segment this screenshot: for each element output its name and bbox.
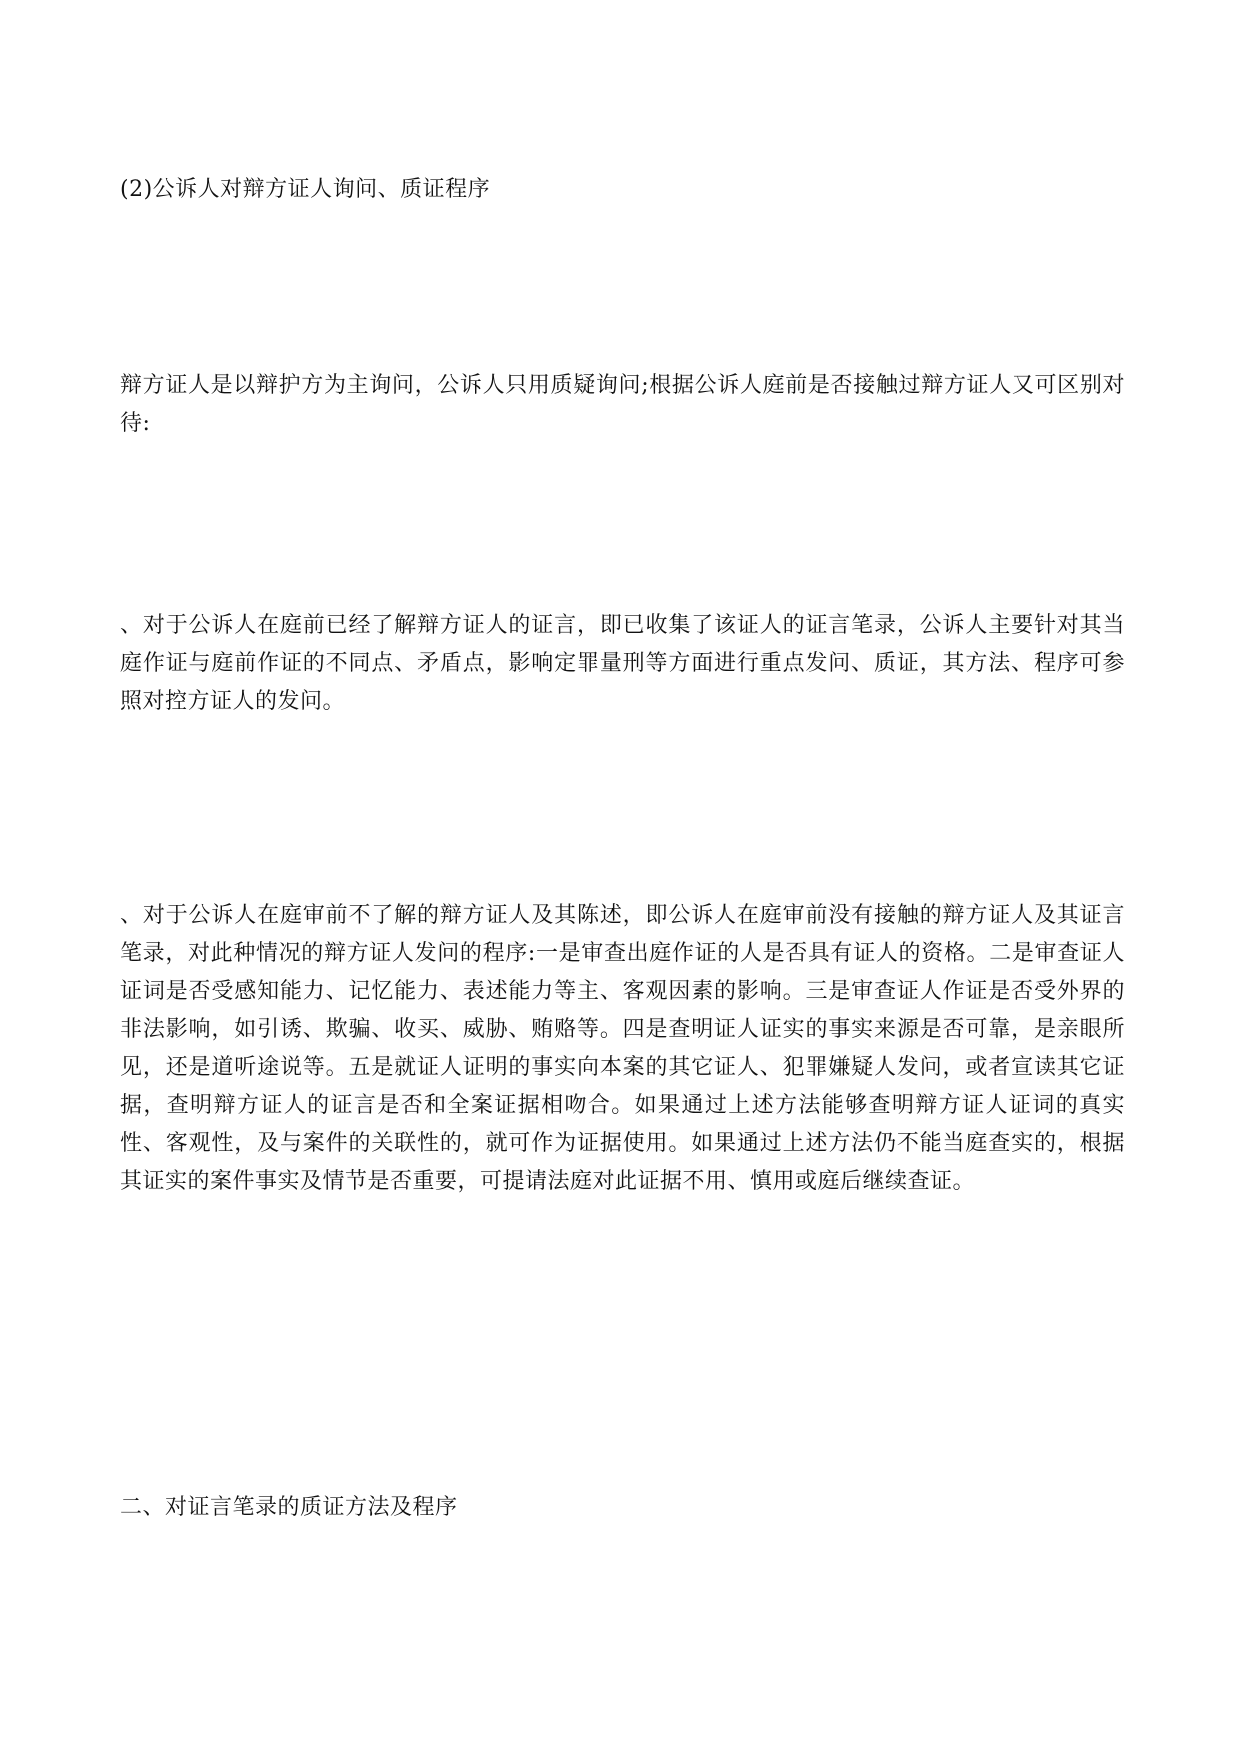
next-section-heading: 二、对证言笔录的质证方法及程序 — [120, 1495, 458, 1520]
section-heading: (2)公诉人对辩方证人询问、质证程序 — [120, 177, 491, 202]
paragraph-defense-witness-intro: 辩方证人是以辩护方为主询问，公诉人只用质疑询问;根据公诉人庭前是否接触过辩方证人又可区别对待: — [120, 373, 1125, 436]
paragraph-unknown-witness: 、对于公诉人在庭审前不了解的辩方证人及其陈述，即公诉人在庭审前没有接触的辩方证人及其证言笔录，对此种情况的辩方证人发问的程序:一是审查出庭作证的人是否具有证人的资格。二是审查证人证词是否受感知能力、记忆能力、表述能力等主、客观因素的影响。三是审查证人作证是否受外界的非法影响，如引诱、欺骗、收买、威胁、贿赂等。四是查明证人证实的事实来源是否可靠，是亲眼所见，还是道听途说等。五是就证人证明的事实向本案的其它证人、犯罪嫌疑人发问，或者宣读其它证据，查明辩方证人的证言是否和全案证据相吻合。如果通过上述方法能够查明辩方证人证词的真实性、客观性，及与案件的关联性的，就可作为证据使用。如果通过上述方法仍不能当庭查实的，根据其证实的案件事实及情节是否重要，可提请法庭对此证据不用、慎用或庭后继续查证。 — [120, 903, 1125, 1194]
paragraph-known-witness: 、对于公诉人在庭前已经了解辩方证人的证言，即已收集了该证人的证言笔录，公诉人主要针对其当庭作证与庭前作证的不同点、矛盾点，影响定罪量刑等方面进行重点发问、质证，其方法、程序可参照对控方证人的发问。 — [120, 613, 1125, 714]
